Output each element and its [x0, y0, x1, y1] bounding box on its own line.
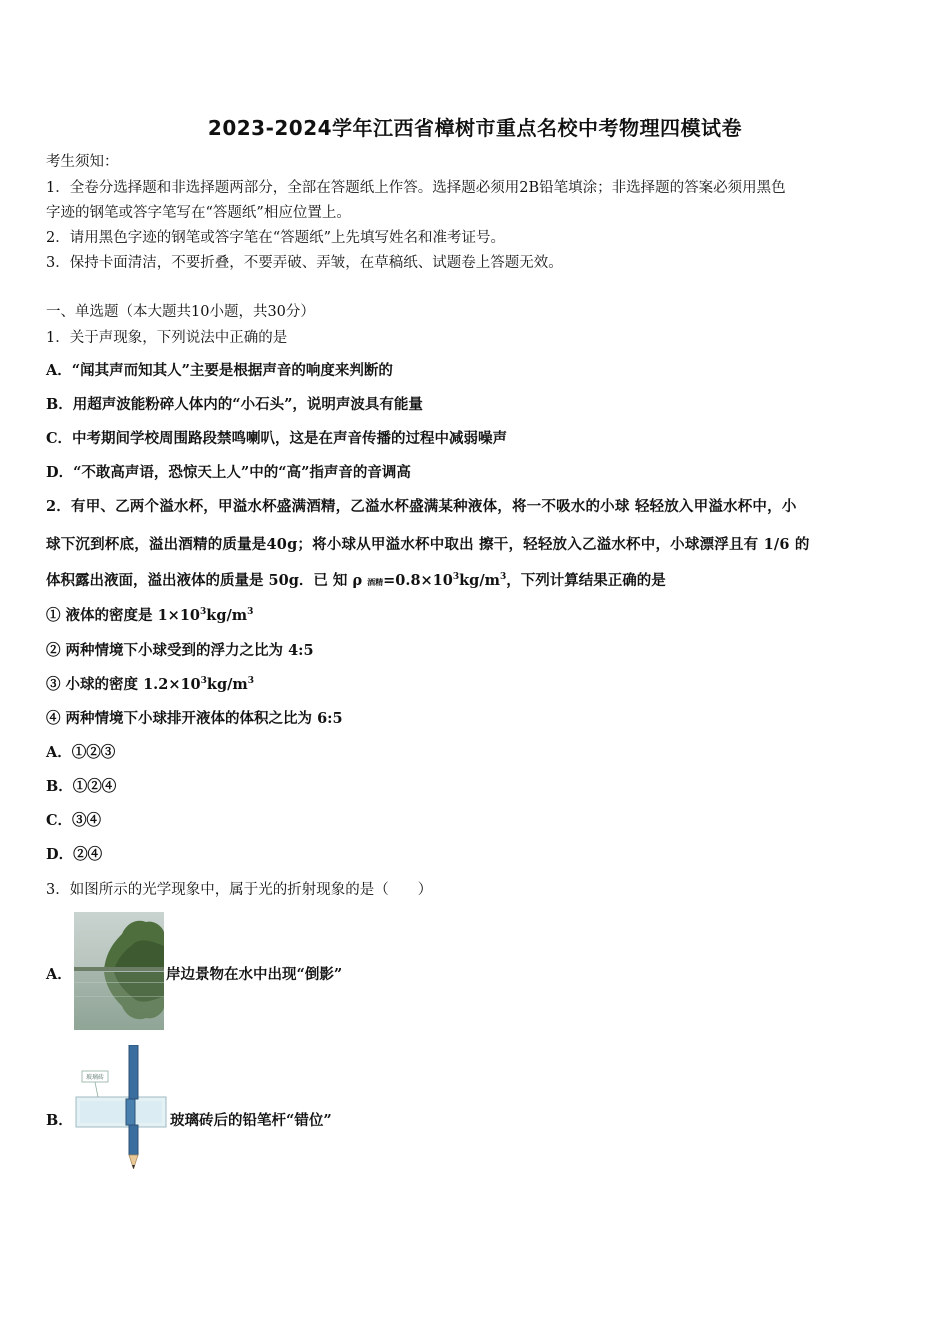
- notice-line-2: 字迹的钢笔或答字笔写在“答题纸”相应位置上。: [46, 205, 351, 221]
- q3-option-b-text: 玻璃砖后的铅笔杆“错位”: [170, 1112, 332, 1129]
- q2-option-a: A．①②③: [46, 744, 116, 761]
- q2-line-3-sub: 酒精: [367, 577, 384, 587]
- q3-option-a-text: 岸边景物在水中出现“倒影”: [166, 966, 343, 983]
- q2-s3-a: ③ 小球的密度 1.2×10: [46, 676, 201, 693]
- notice-heading: 考生须知：: [46, 154, 119, 170]
- q2-option-b: B．①②④: [46, 778, 117, 795]
- q2-option-c: C．③④: [46, 812, 102, 829]
- q2-s3-b: kg/m: [206, 676, 248, 693]
- q2-s1-b: kg/m: [206, 607, 248, 624]
- q2-line-3-a: 体积露出液面，溢出液体的质量是 50g．已 知 ρ: [46, 572, 368, 589]
- q2-option-d: D．②④: [46, 846, 103, 863]
- q1-option-c: C．中考期间学校周围路段禁鸣喇叭，这是在声音传播的过程中减弱噪声: [46, 430, 508, 447]
- q2-line-3-sup: 3: [452, 572, 460, 583]
- q2-line-3-sup2: 3: [499, 572, 507, 583]
- notice-line-1: 1．全卷分选择题和非选择题两部分，全部在答题纸上作答。选择题必须用2B铅笔填涂；非选择题的答案必须用黑色: [46, 180, 786, 196]
- q2-s3-sup2: 3: [247, 676, 255, 687]
- q1-option-a: A．“闻其声而知其人”主要是根据声音的响度来判断的: [46, 362, 393, 379]
- q2-s3-sup: 3: [200, 676, 207, 687]
- q2-line-3: [46, 571, 906, 592]
- q2-s1-sup: 3: [200, 607, 207, 618]
- q2-s1-a: ① 液体的密度是 1×10: [46, 607, 201, 624]
- q2-statement-2: ② 两种情境下小球受到的浮力之比为 4:5: [46, 642, 314, 659]
- notice-line-4: 3．保持卡面清洁，不要折叠，不要弄破、弄皱，在草稿纸、试题卷上答题无效。: [46, 255, 563, 271]
- page-title: 2023-2024学年江西省樟树市重点名校中考物理四模试卷: [207, 116, 743, 140]
- glass-brick-caption: 玻璃砖: [85, 1074, 105, 1081]
- section-heading: 一、单选题（本大题共10小题，共30分）: [46, 304, 315, 320]
- q2-statement-3: [46, 675, 906, 695]
- q2-line-3-c: kg/m: [459, 572, 500, 589]
- q1-option-d: D．“不敢高声语，恐惊天上人”中的“高”指声音的音调高: [46, 464, 411, 481]
- lake-reflection-image: [74, 912, 164, 1030]
- q3-option-a-label: A．: [46, 966, 72, 983]
- q2-line-1: 2．有甲、乙两个溢水杯，甲溢水杯盛满酒精，乙溢水杯盛满某种液体，将一不吸水的小球 轻轻放入甲溢水杯中，小: [46, 498, 797, 515]
- q3-stem: 3．如图所示的光学现象中，属于光的折射现象的是（ ）: [46, 882, 433, 898]
- q2-statement-1: [46, 606, 906, 626]
- q3-option-b-label: B．: [46, 1112, 73, 1129]
- q2-line-3-b: =0.8×10: [383, 572, 453, 589]
- q2-s1-sup2: 3: [247, 607, 254, 618]
- glass-pencil-picture: [74, 1045, 168, 1175]
- notice-line-3: 2．请用黑色字迹的钢笔或答字笔在“答题纸”上先填写姓名和准考证号。: [46, 230, 506, 246]
- q2-line-2: 球下沉到杯底，溢出酒精的质量是40g；将小球从甲溢水杯中取出 擦干，轻轻放入乙溢水杯中，小球漂浮且有 1/6 的: [46, 536, 810, 553]
- q1-stem: 1．关于声现象，下列说法中正确的是: [46, 330, 288, 346]
- q2-line-3-d: ，下列计算结果正确的是: [506, 572, 666, 589]
- lake-reflection-picture: [74, 912, 164, 1030]
- q2-statement-4: ④ 两种情境下小球排开液体的体积之比为 6:5: [46, 710, 343, 727]
- glass-pencil-image: [74, 1045, 168, 1175]
- q1-option-b: B．用超声波能粉碎人体内的“小石头”，说明声波具有能量: [46, 396, 423, 413]
